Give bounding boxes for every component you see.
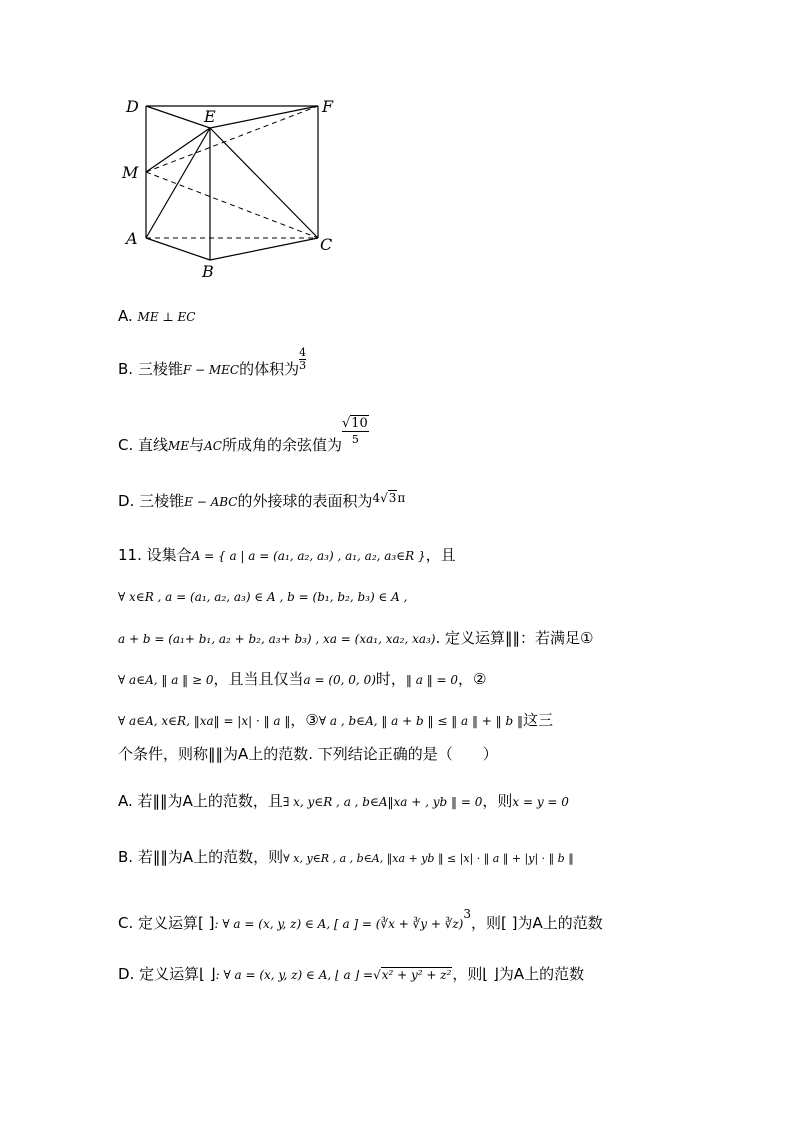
fraction-denominator: 5 <box>342 431 369 447</box>
q11-option-a <box>118 791 569 812</box>
question-text: ，② <box>458 670 487 688</box>
q11-line-4 <box>118 669 486 690</box>
option-text: ，则[ ]为A上的范数 <box>470 914 603 932</box>
pi-symbol: π <box>397 491 406 505</box>
option-math: : ∀ a = (x, y, z) ∈ A, [ a ] = (∛x + ∛y + ∛z) <box>214 917 464 931</box>
option-text: 三棱锥 <box>139 492 185 510</box>
dash-MF <box>146 106 318 172</box>
question-math: ∀ a∈A, x∈R, ‖xa‖ = |x| · ‖ a ‖ <box>118 714 291 728</box>
radicand: 3 <box>388 491 397 505</box>
option-math: AC <box>204 439 222 453</box>
set-definition: A = { a | a = (a₁, a₂, a₃) , a₁, a₂, a₃∈R } <box>191 549 426 563</box>
option-label: B. <box>118 360 134 378</box>
radicand: 10 <box>351 416 368 431</box>
q11-option-d <box>118 964 584 985</box>
q10-option-c <box>118 416 369 461</box>
label-B: B <box>202 262 214 281</box>
question-number: 11. <box>118 546 142 564</box>
question-text: . 定义运算‖‖：若满足① <box>435 629 594 647</box>
label-D: D <box>126 97 139 116</box>
question-math: ∀ a , b∈A, ‖ a + b ‖ ≤ ‖ a ‖ + ‖ b ‖ <box>318 714 523 728</box>
option-text: 的外接球的表面积为 <box>237 492 373 510</box>
fraction-numerator: 4 <box>299 346 307 359</box>
option-math: : ∀ a = (x, y, z) ∈ A, ⌊ a ⌋ = <box>215 968 374 982</box>
q11-option-c <box>118 908 603 934</box>
option-math: ME ⊥ EC <box>137 310 196 324</box>
coefficient: 4 <box>372 491 381 505</box>
option-label: B. <box>118 848 134 866</box>
option-math: F − MEC <box>182 363 240 377</box>
q11-line-2 <box>118 586 407 607</box>
q11-line-5 <box>118 710 553 731</box>
edge-EF <box>210 106 318 128</box>
question-text: 个条件，则称‖‖为A上的范数. 下列结论正确的是（ ） <box>118 745 498 763</box>
question-text: 时， <box>375 670 406 688</box>
option-label: C. <box>118 436 134 454</box>
q11-line-6 <box>118 744 498 764</box>
option-label: C. <box>118 914 134 932</box>
answer-value: 4√3π <box>372 491 406 505</box>
question-text: ，且 <box>425 546 456 564</box>
label-M: M <box>122 163 139 182</box>
fraction <box>342 416 369 447</box>
option-math: ME <box>168 439 190 453</box>
radicand: x² + y² + z² <box>381 968 452 982</box>
option-label: A. <box>118 307 133 325</box>
option-text: 定义运算⌊ ⌋ <box>139 965 216 983</box>
dash-MC <box>146 172 318 238</box>
option-math: E − ABC <box>184 495 238 509</box>
option-label: D. <box>118 965 135 983</box>
question-math: a = (0, 0, 0) <box>303 673 376 687</box>
exponent: 3 <box>463 907 471 921</box>
edge-DE <box>146 106 210 128</box>
option-text: A上的范数，且 <box>182 792 283 810</box>
label-C: C <box>320 235 333 254</box>
q10-option-b <box>118 346 307 382</box>
option-text: 若‖‖为 <box>137 792 183 810</box>
label-A: A <box>126 229 138 248</box>
edge-EA <box>146 128 210 238</box>
question-math: a + b = (a₁+ b₁, a₂ + b₂, a₃+ b₃) , xa = (xa₁, xa₂, xa₃) <box>118 632 436 646</box>
fraction <box>299 347 306 372</box>
question-text: ，且当且仅当 <box>213 670 304 688</box>
option-text: 定义运算[ ] <box>138 914 215 932</box>
prism-figure <box>118 92 348 282</box>
option-math: ∀ x, y∈R , a , b∈A, ‖xa + yb ‖ ≤ |x| · ‖ a ‖ + |y| · ‖ b ‖ <box>283 852 574 865</box>
q11-option-b <box>118 847 574 869</box>
edge-ME <box>146 128 210 172</box>
option-text: 若‖‖为A上的范数，则 <box>137 848 284 866</box>
option-math: x = y = 0 <box>512 795 569 809</box>
option-text: 三棱锥 <box>137 360 183 378</box>
label-F: F <box>322 97 334 116</box>
fraction-denominator: 3 <box>299 359 307 372</box>
question-math: ‖ a ‖ = 0 <box>405 673 459 687</box>
edge-AB <box>146 238 210 260</box>
question-text: ，③ <box>290 711 319 729</box>
option-text: ，则 <box>482 792 513 810</box>
edge-BC <box>210 238 318 260</box>
question-text: 设集合 <box>146 546 192 564</box>
q10-option-a <box>118 306 195 327</box>
question-math: ∀ x∈R , a = (a₁, a₂, a₃) ∈ A , b = (b₁, b₂, b₃) ∈ A , <box>118 590 408 604</box>
option-label: A. <box>118 792 133 810</box>
q10-option-d <box>118 491 405 512</box>
option-text: 直线 <box>138 436 169 454</box>
q11-line-1 <box>118 545 456 566</box>
q11-line-3 <box>118 628 593 649</box>
label-E: E <box>204 107 216 126</box>
radical: √x² + y² + z² <box>373 968 452 982</box>
fraction-numerator: √10 <box>341 416 368 431</box>
option-math: ∃ x, y∈R , a , b∈A‖xa + , yb ‖ = 0 <box>282 795 483 809</box>
option-label: D. <box>118 492 135 510</box>
question-math: ∀ a∈A, ‖ a ‖ ≥ 0 <box>118 673 214 687</box>
option-text: 的体积为 <box>239 360 300 378</box>
option-text: 所成角的余弦值为 <box>221 436 342 454</box>
option-text: ，则⌊ ⌋为A上的范数 <box>452 965 585 983</box>
option-text: 与 <box>189 436 205 454</box>
edge-EC <box>210 128 318 238</box>
question-text: 这三 <box>522 711 553 729</box>
